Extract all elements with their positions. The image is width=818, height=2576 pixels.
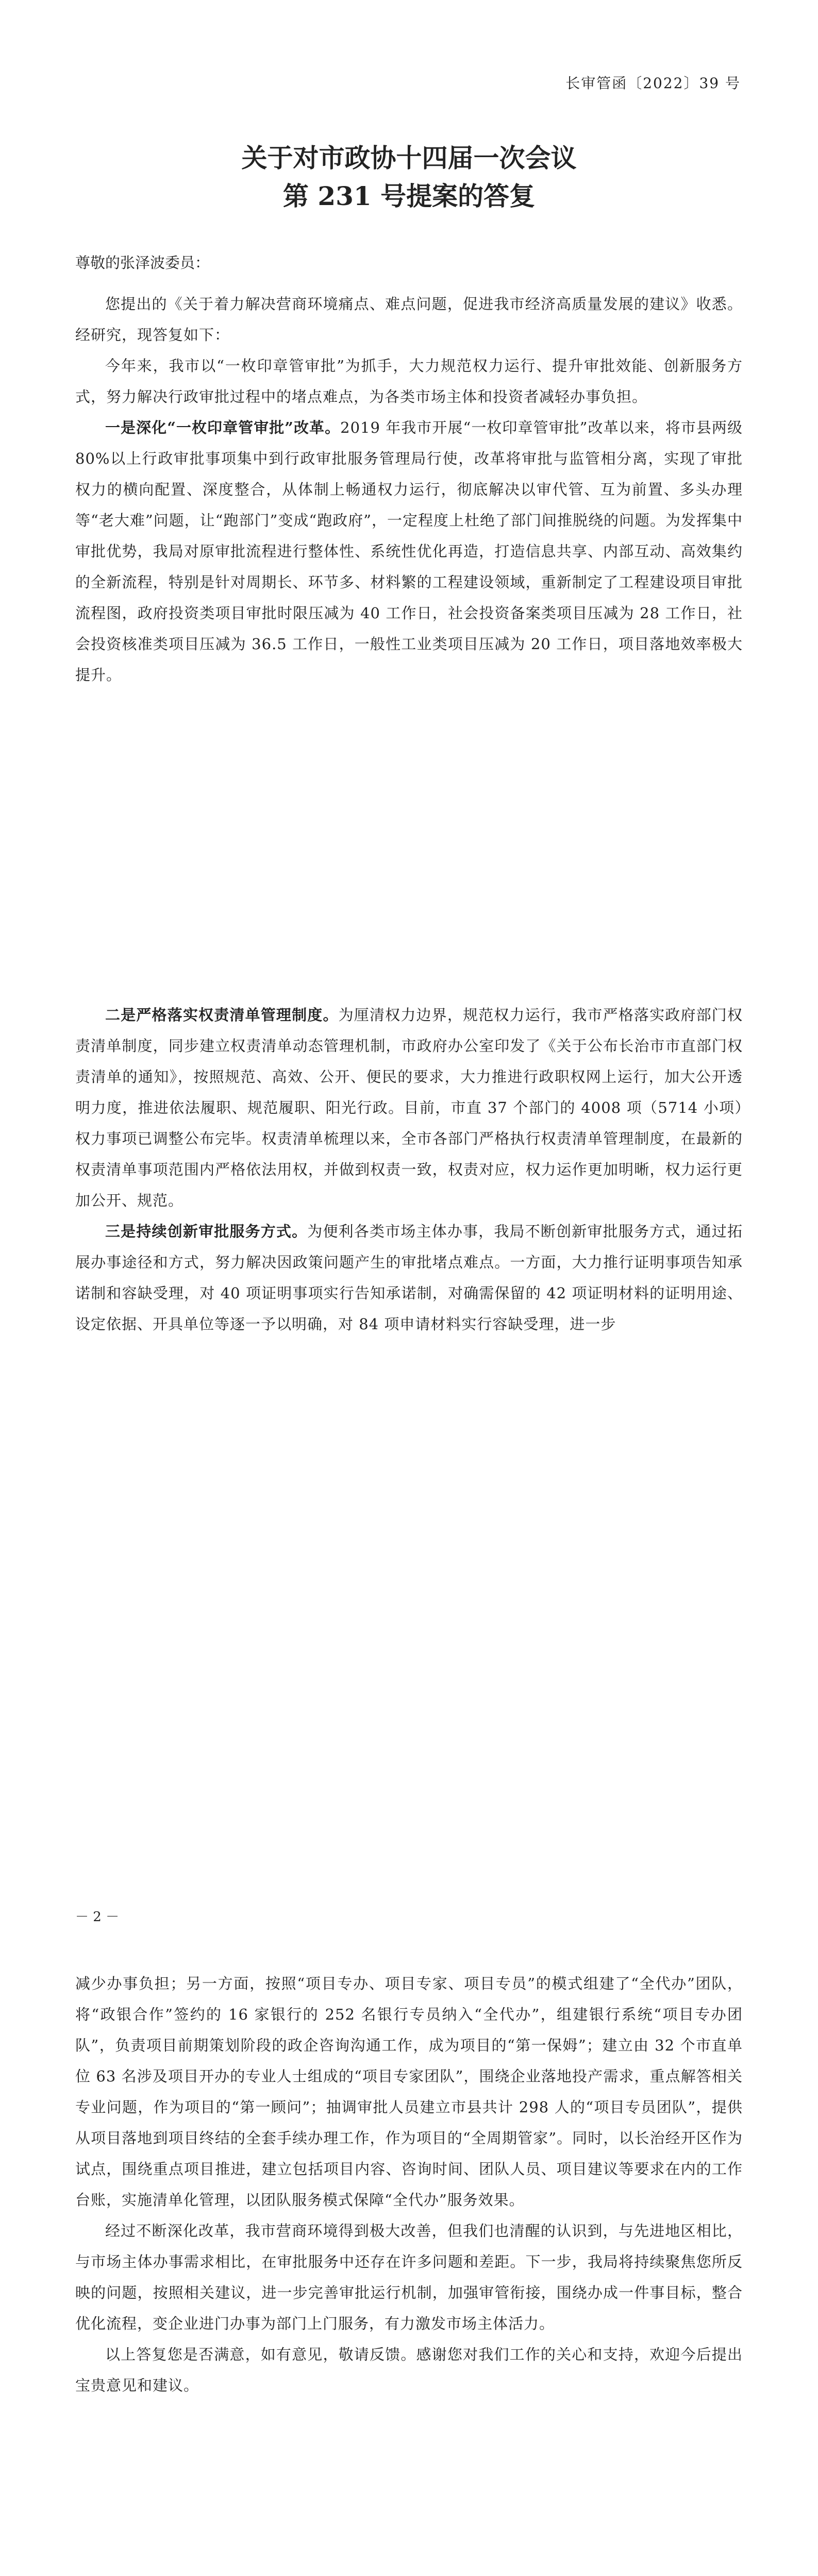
section-lead: 一是深化“一枚印章管审批”改革。 — [105, 419, 341, 436]
section-lead: 二是严格落实权责清单管理制度。 — [105, 1006, 339, 1024]
section-2-paragraph: 二是严格落实权责清单管理制度。为厘清权力边界，规范权力运行，我市严格落实政府部门权责清单制度，同步建立权责清单动态管理机制，市政府办公室印发了《关于公布长治市市直部门权责清单的通知》，按照规范、高效、公开、便民的要求，大力推进行政职权网上运行，加大公开透明力度，推进依法履职、规范履职、阳光行政。目前，市直 37 个部门的 4008 项（5714 小项）权力事项已调整公布完毕。权责清单梳理以来，全市各部门严格执行权责清单管理制度，在最新的权责清单事项范围内严格依法用权，并做到权责一致，权责对应，权力运作更加明晰，权力运行更加公开、规范。 — [75, 1006, 743, 1209]
document-title — [0, 139, 818, 215]
page-2-body — [75, 999, 743, 1340]
section-1-paragraph: 一是深化“一枚印章管审批”改革。2019 年我市开展“一枚印章管审批”改革以来，将市县两级 80%以上行政审批事项集中到行政审批服务管理局行使，改革将审批与监管相分离，实现了审批权力的横向配置、深度整合，从体制上畅通权力运行，彻底解决以审代管、互为前置、多头办理等“老大难”问题，让“跑部门”变成“跑政府”，一定程度上杜绝了部门间推脱绕的问题。为发挥集中审批优势，我局对原审批流程进行整体性、系统性优化再造，打造信息共享、内部互动、高效集约的全新流程，特别是针对周期长、环节多、材料繁的工程建设领域，重新制定了工程建设项目审批流程图，政府投资类项目审批时限压减为 40 工作日，社会投资备案类项目压减为 28 工作日，社会投资核准类项目压减为 36.5 工作日，一般性工业类项目压减为 20 工作日，项目落地效率极大提升。 — [75, 419, 743, 684]
page-1 — [0, 0, 818, 969]
salutation: 尊敬的张泽波委员： — [75, 254, 210, 272]
page-3-body — [75, 1968, 743, 2401]
page-3 — [0, 1937, 818, 2576]
intro-paragraph-2: 今年来，我市以“一枚印章管审批”为抓手，大力规范权力运行、提升审批效能、创新服务方式，努力解决行政审批过程中的堵点难点，为各类市场主体和投资者减轻办事负担。 — [75, 357, 743, 405]
intro-paragraph-1: 您提出的《关于着力解决营商环境痛点、难点问题，促进我市经济高质量发展的建议》收悉。经研究，现答复如下： — [75, 295, 743, 344]
section-3-paragraph-part-2: 减少办事负担；另一方面，按照“项目专办、项目专家、项目专员”的模式组建了“全代办”团队，将“政银合作”签约的 16 家银行的 252 名银行专员纳入“全代办”，组建银行系统“项目专办团队”，负责项目前期策划阶段的政企咨询沟通工作，成为项目的“第一保姆”；建立由 32 个市直单位 63 名涉及项目开办的专业人士组成的“项目专家团队”，围绕企业落地投产需求，重点解答相关专业问题，作为项目的“第一顾问”；抽调审批人员建立市县共计 298 人的“项目专员团队”，提供从项目落地到项目终结的全套手续办理工作，作为项目的“全周期管家”。同时，以长治经开区作为试点，围绕重点项目推进，建立包括项目内容、咨询时间、团队人员、项目建议等要求在内的工作台账，实施清单化管理，以团队服务模式保障“全代办”服务效果。 — [75, 1975, 743, 2209]
closing-paragraph-2: 以上答复您是否满意，如有意见，敬请反馈。感谢您对我们工作的关心和支持，欢迎今后提出宝贵意见和建议。 — [75, 2346, 743, 2394]
closing-paragraph-1: 经过不断深化改革，我市营商环境得到极大改善，但我们也清醒的认识到，与先进地区相比，与市场主体办事需求相比，在审批服务中还存在许多问题和差距。下一步，我局将持续聚焦您所反映的问题，按照相关建议，进一步完善审批运行机制，加强审管衔接，围绕办成一件事目标，整合优化流程，变企业进门办事为部门上门服务，有力激发市场主体活力。 — [75, 2222, 743, 2332]
title-line-2: 第 231 号提案的答复 — [282, 181, 536, 211]
section-lead: 三是持续创新审批服务方式。 — [105, 1223, 308, 1240]
section-3-paragraph-part-1: 三是持续创新审批服务方式。为便利各类市场主体办事，我局不断创新审批服务方式，通过拓展办事途径和方式，努力解决因政策问题产生的审批堵点难点。一方面，大力推行证明事项告知承诺制和容缺受理，对 40 项证明事项实行告知承诺制，对确需保留的 42 项证明材料的证明用途、设定依据、开具单位等逐一予以明确，对 84 项申请材料实行容缺受理，进一步 — [75, 1223, 743, 1333]
intro-block — [75, 289, 743, 690]
title-line-1: 关于对市政协十四届一次会议 — [241, 143, 577, 173]
page-2 — [0, 969, 818, 1937]
page-number-2: － 2 － — [75, 1909, 120, 1925]
document-number: 长审管函〔2022〕39 号 — [565, 75, 741, 92]
